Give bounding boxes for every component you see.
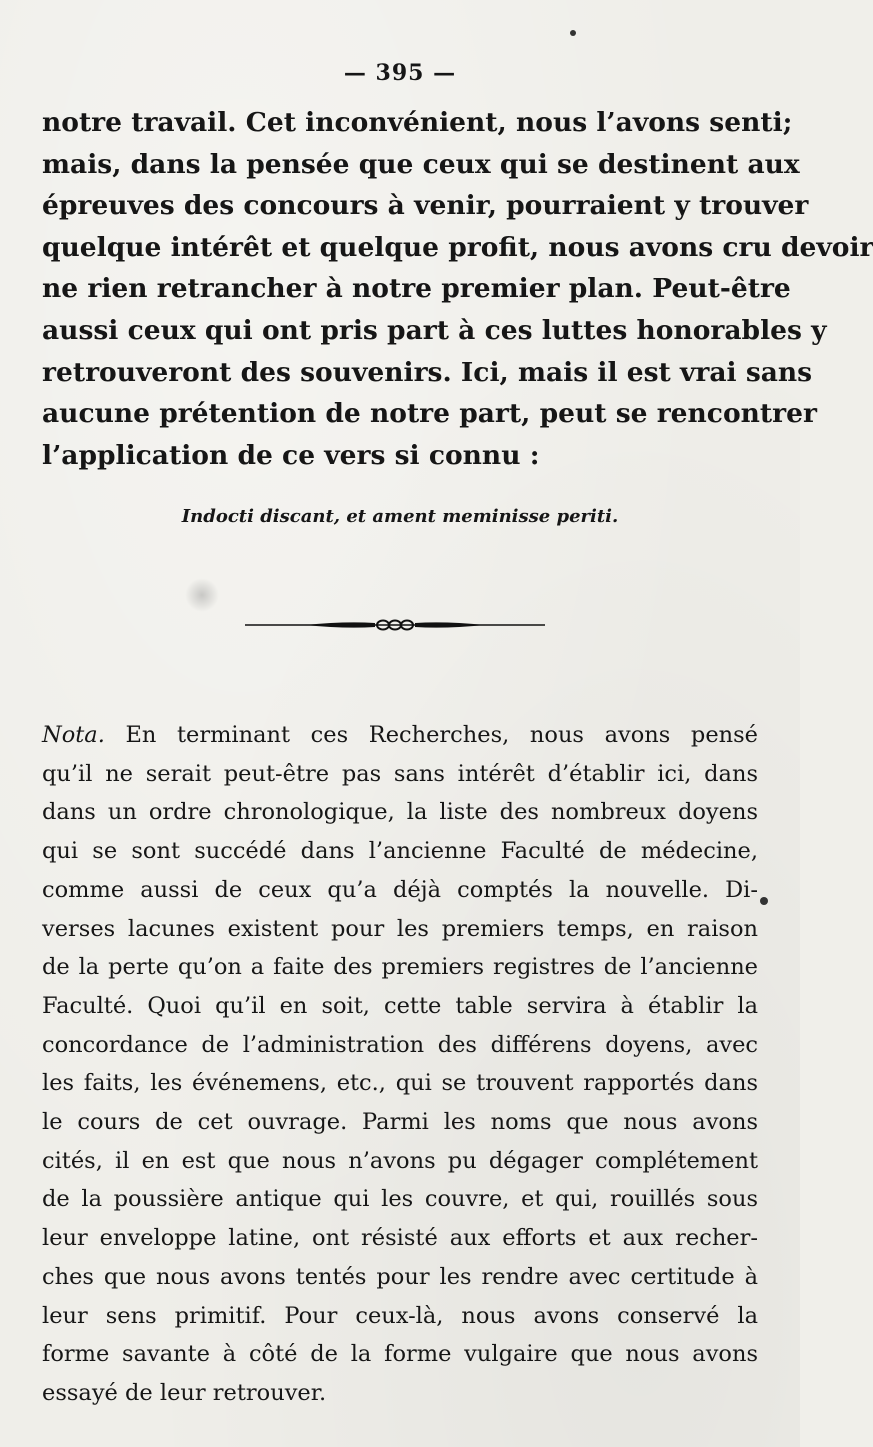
paper-stain (185, 578, 219, 612)
text-line: leur sens primitif. Pour ceux-là, nous avons conservé la (42, 1302, 758, 1329)
text-line: quelque intérêt et quelque profit, nous avons cru devoir (42, 231, 873, 263)
text-line: aussi ceux qui ont pris part à ces luttes honorables y (42, 314, 827, 346)
text-line: essayé de leur retrouver. (42, 1379, 327, 1406)
text-line: de la perte qu’on a faite des premiers registres de l’ancienne (42, 954, 758, 981)
text-line: leur enveloppe latine, ont résisté aux efforts et aux recher- (42, 1225, 758, 1252)
text-line: aucune prétention de notre part, peut se rencontrer (42, 398, 817, 430)
text-line: le cours de cet ouvrage. Parmi les noms que nous avons (42, 1109, 758, 1136)
text-line: de la poussière antique qui les couvre, et qui, rouillés sous (42, 1186, 758, 1213)
page-number: — 395 — (343, 60, 457, 86)
paragraph-nota (42, 716, 758, 1413)
text-line: verses lacunes existent pour les premiers temps, en raison (42, 915, 758, 942)
text-line: notre travail. Cet inconvénient, nous l’avons senti; (42, 107, 793, 138)
text-line: dans un ordre chronologique, la liste des nombreux doyens (42, 799, 758, 826)
text-line: qu’il ne serait peut-être pas sans intérêt d’établir ici, dans (42, 760, 758, 787)
text-line: mais, dans la pensée que ceux qui se destinent aux (42, 148, 800, 180)
text-line: comme aussi de ceux qu’a déjà comptés la nouvelle. Di- (42, 876, 758, 903)
text-line: qui se sont succédé dans l’ancienne Faculté de médecine, (42, 838, 758, 865)
ink-speck (760, 897, 768, 905)
ornament-divider (245, 610, 545, 640)
text-line: l’application de ce vers si connu : (42, 439, 540, 471)
text-line: retrouveront des souvenirs. Ici, mais il est vrai sans (42, 356, 813, 388)
nota-text: En terminant ces Recherches, nous avons pensé (104, 722, 758, 748)
text-line: ne rien retrancher à notre premier plan. Peut-être (42, 273, 791, 305)
text-line: forme savante à côté de la forme vulgaire que nous avons (42, 1341, 758, 1368)
ink-speck (570, 30, 576, 36)
text-line: cités, il en est que nous n’avons pu dégager complétement (42, 1147, 758, 1174)
text-line: les faits, les événemens, etc., qui se trouvent rapportés dans (42, 1070, 758, 1097)
text-line-first (42, 716, 758, 755)
text-line: concordance de l’administration des différens doyens, avec (42, 1031, 758, 1058)
text-line: épreuves des concours à venir, pourraient y trouver (42, 190, 809, 222)
text-line: Faculté. Quoi qu’il en soit, cette table servira à établir la (42, 992, 758, 1019)
paragraph-main (42, 102, 873, 476)
latin-quote: Indocti discant, et ament meminisse periti. (181, 506, 619, 527)
text-line: ches que nous avons tentés pour les rendre avec certitude à (42, 1263, 758, 1290)
nota-label: Nota. (42, 722, 105, 748)
